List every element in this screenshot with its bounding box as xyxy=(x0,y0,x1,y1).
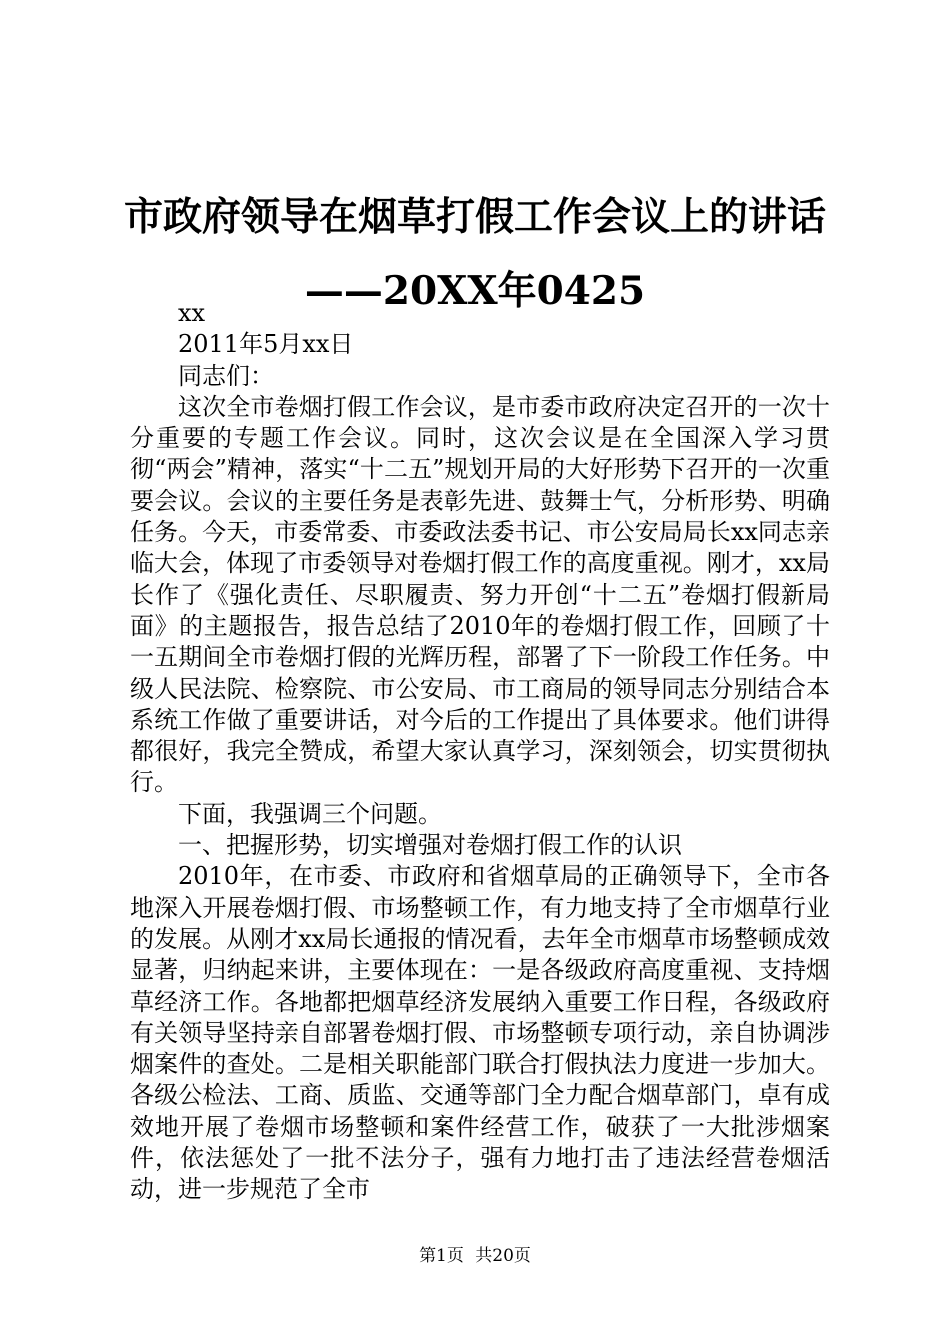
speaker-name: xx xyxy=(178,299,206,327)
document-body xyxy=(130,298,830,1206)
speech-date: 2011年5月xx日 xyxy=(178,330,354,359)
page-total: 共20页 xyxy=(475,1246,531,1266)
paragraph: 下面，我强调三个问题。 xyxy=(178,799,442,828)
page-number: 第1页 xyxy=(419,1246,464,1266)
document-title: 市政府领导在烟草打假工作会议上的讲话——20XX年0425 xyxy=(123,194,826,314)
page-footer xyxy=(0,1244,950,1268)
paragraph: 这次全市卷烟打假工作会议，是市委市政府决定召开的一次十分重要的专题工作会议。同时，这次会议是在全国深入学习贯彻“两会”精神，落实“十二五”规划开局的大好形势下召开的一次重要会议。会议的主要任务是表彰先进、鼓舞士气，分析形势、明确任务。今天，市委常委、市委政法委书记、市公安局局长xx同志亲临大会，体现了市委领导对卷烟打假工作的高度重视。刚才，xx局长作了《强化责任、尽职履责、努力开创“十二五”卷烟打假新局面》的主题报告，报告总结了2010年的卷烟打假工作，回顾了十一五期间全市卷烟打假的光辉历程，部署了下一阶段工作任务。中级人民法院、检察院、市公安局、市工商局的领导同志分别结合本系统工作做了重要讲话，对今后的工作提出了具体要求。他们讲得都很好，我完全赞成，希望大家认真学习，深刻领会，切实贯彻执行。 xyxy=(130,392,830,797)
section-heading: 一、把握形势，切实增强对卷烟打假工作的认识 xyxy=(178,831,682,860)
paragraph: 2010年，在市委、市政府和省烟草局的正确领导下，全市各地深入开展卷烟打假、市场整顿工作，有力地支持了全市烟草行业的发展。从刚才xx局长通报的情况看，去年全市烟草市场整顿成效显著，归纳起来讲，主要体现在：一是各级政府高度重视、支持烟草经济工作。各地都把烟草经济发展纳入重要工作日程，各级政府有关领导坚持亲自部署卷烟打假、市场整顿专项行动，亲自协调涉烟案件的查处。二是相关职能部门联合打假执法力度进一步加大。各级公检法、工商、质监、交通等部门全力配合烟草部门，卓有成效地开展了卷烟市场整顿和案件经营工作，破获了一大批涉烟案件，依法惩处了一批不法分子，强有力地打击了违法经营卷烟活动，进一步规范了全市 xyxy=(130,862,830,1204)
salutation: 同志们： xyxy=(178,361,274,390)
